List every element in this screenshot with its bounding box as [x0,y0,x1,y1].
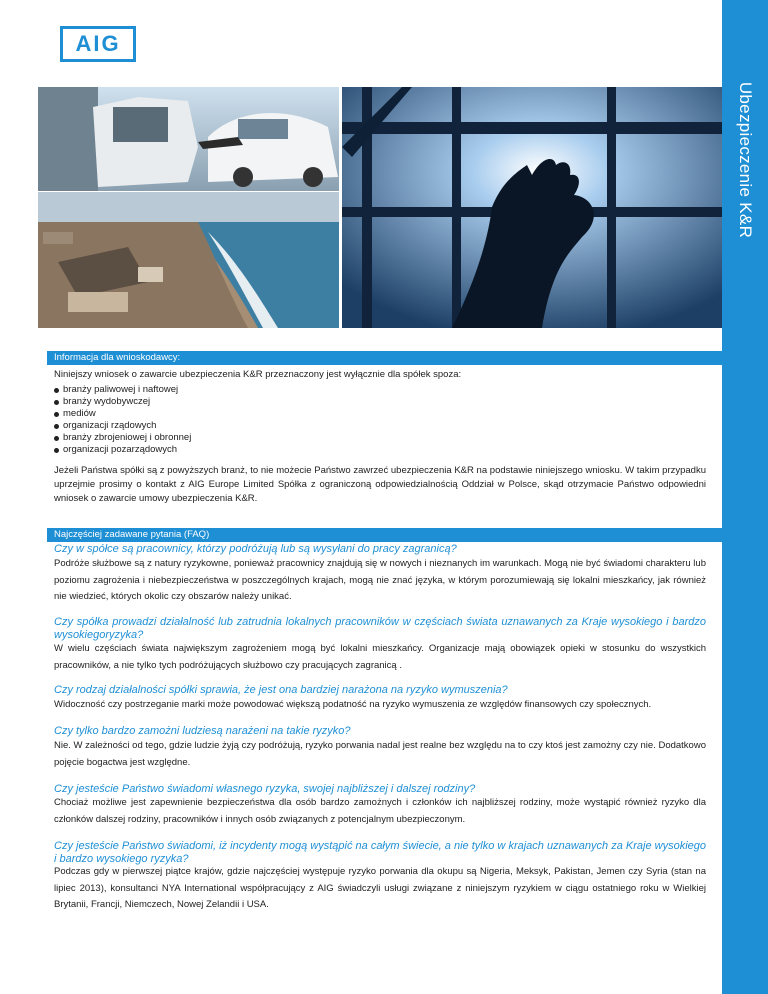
side-title: Ubezpieczenie K&R [736,81,755,239]
info-header: Informacja dla wnioskodawcy: [47,351,722,365]
faq-question: Czy w spółce są pracownicy, którzy podróżują lub są wysyłani do pracy zagranicą? [54,543,457,555]
list-item: mediów [54,408,191,420]
notice-paragraph: Jeżeli Państwa spółki są z powyższych branż, to nie możecie Państwo zawrzeć ubezpieczenia K&R na podstawie niniejszego wniosku. W takim przypadku uprzejmie prosimy o kontakt z AIG Europe Limited Spółka z ograniczoną odpowiedzialnością Oddział w Polsce, skąd otrzymacie Państwo odpowiedni wniosek o zawarcie umowy ubezpieczenia K&R. [54,465,706,504]
list-item: branży zbrojeniowej i obronnej [54,432,191,444]
list-item: branży paliwowej i naftowej [54,384,191,396]
excluded-industries-list [54,384,191,455]
faq-question: Czy jesteście Państwo świadomi, iż incydenty mogą wystąpić na całym świecie, a nie tylko w krajach uznawanych za Kraje wysokiego i bardzo wysokiego ryzyka? [54,840,706,865]
faq-answer: W wielu częściach świata największym zagrożeniem mogą być lokalni mieszkańcy. Organizacje mają obowiązek opieki w stosunku do wszystkich pracowników, a nie tylko tych podróżujących służbowo czy pracujących zagranicą . [54,643,706,671]
faq-answer: Widoczność czy postrzeganie marki może powodować większą podatność na ryzyko wymuszenia ze względów finansowych czy społecznych. [54,699,652,710]
intro-text: Niniejszy wniosek o zawarcie ubezpieczenia K&R przeznaczony jest wyłącznie dla spółek spoza: [54,369,462,380]
faq-answer: Chociaż możliwe jest zapewnienie bezpieczeństwa dla osób bardzo zamożnych i członków ich najbliższej rodziny, może wystąpić również ryzyko dla członków dalszej rodziny, pracowników i innych osób związanych z potencjalnym ubezpieczonym. [54,797,706,825]
faq-answer: Nie. W zależności od tego, gdzie ludzie żyją czy podróżują, ryzyko porwania nadal jest realne bez względu na to czy ktoś jest zamożny czy nie. Dodatkowo pojęcie bogactwa jest względne. [54,740,706,768]
faq-question: Czy rodzaj działalności spółki sprawia, że jest ona bardziej narażona na ryzyko wymuszenia? [54,684,508,696]
faq-question: Czy jesteście Państwo świadomi własnego ryzyka, swojej najbliższej i dalszej rodziny? [54,783,476,795]
faq-question: Czy spółka prowadzi działalność lub zatrudnia lokalnych pracowników w częściach świata uznawanych za Kraje wysokiego i bardzo wysokiegoryzyka? [54,616,706,641]
list-item: organizacji pozarządowych [54,444,191,456]
list-item: branży wydobywczej [54,396,191,408]
list-item: organizacji rządowych [54,420,191,432]
photo-car-chase [38,87,339,191]
photo-coastal-town [38,192,339,328]
faq-header: Najczęściej zadawane pytania (FAQ) [47,528,722,542]
aig-logo [60,26,136,62]
logo-text: AIG [75,31,121,56]
faq-question: Czy tylko bardzo zamożni ludziesą narażeni na takie ryzyko? [54,725,351,737]
photo-hand-behind-bars [342,87,722,328]
faq-answer: Podróże służbowe są z natury ryzykowne, ponieważ pracownicy znajdują się w nowych i nieznanych im warunkach. Mogą nie być świadomi charakteru lub poziomu zagrożenia i niebezpieczeństwa w poszczególnych krajach, mogą nie znać języka, w którym porozumiewają się lokalni mieszkańcy, jak również nie wiedzieć, których okolic czy obszarów należy unikać. [54,558,706,602]
faq-answer: Podczas gdy w pierwszej piątce krajów, gdzie najczęściej występuje ryzyko porwania dla okupu są Nigeria, Meksyk, Pakistan, Jemen czy Syria (stan na lipiec 2013), konsultanci NYA International współpracujący z AIG świadczyli usługi związane z niniejszym ryzykiem w ciągu ostatniego roku w Wielkiej Brytanii, Francji, Niemczech, Nowej Zelandii i USA. [54,866,706,910]
